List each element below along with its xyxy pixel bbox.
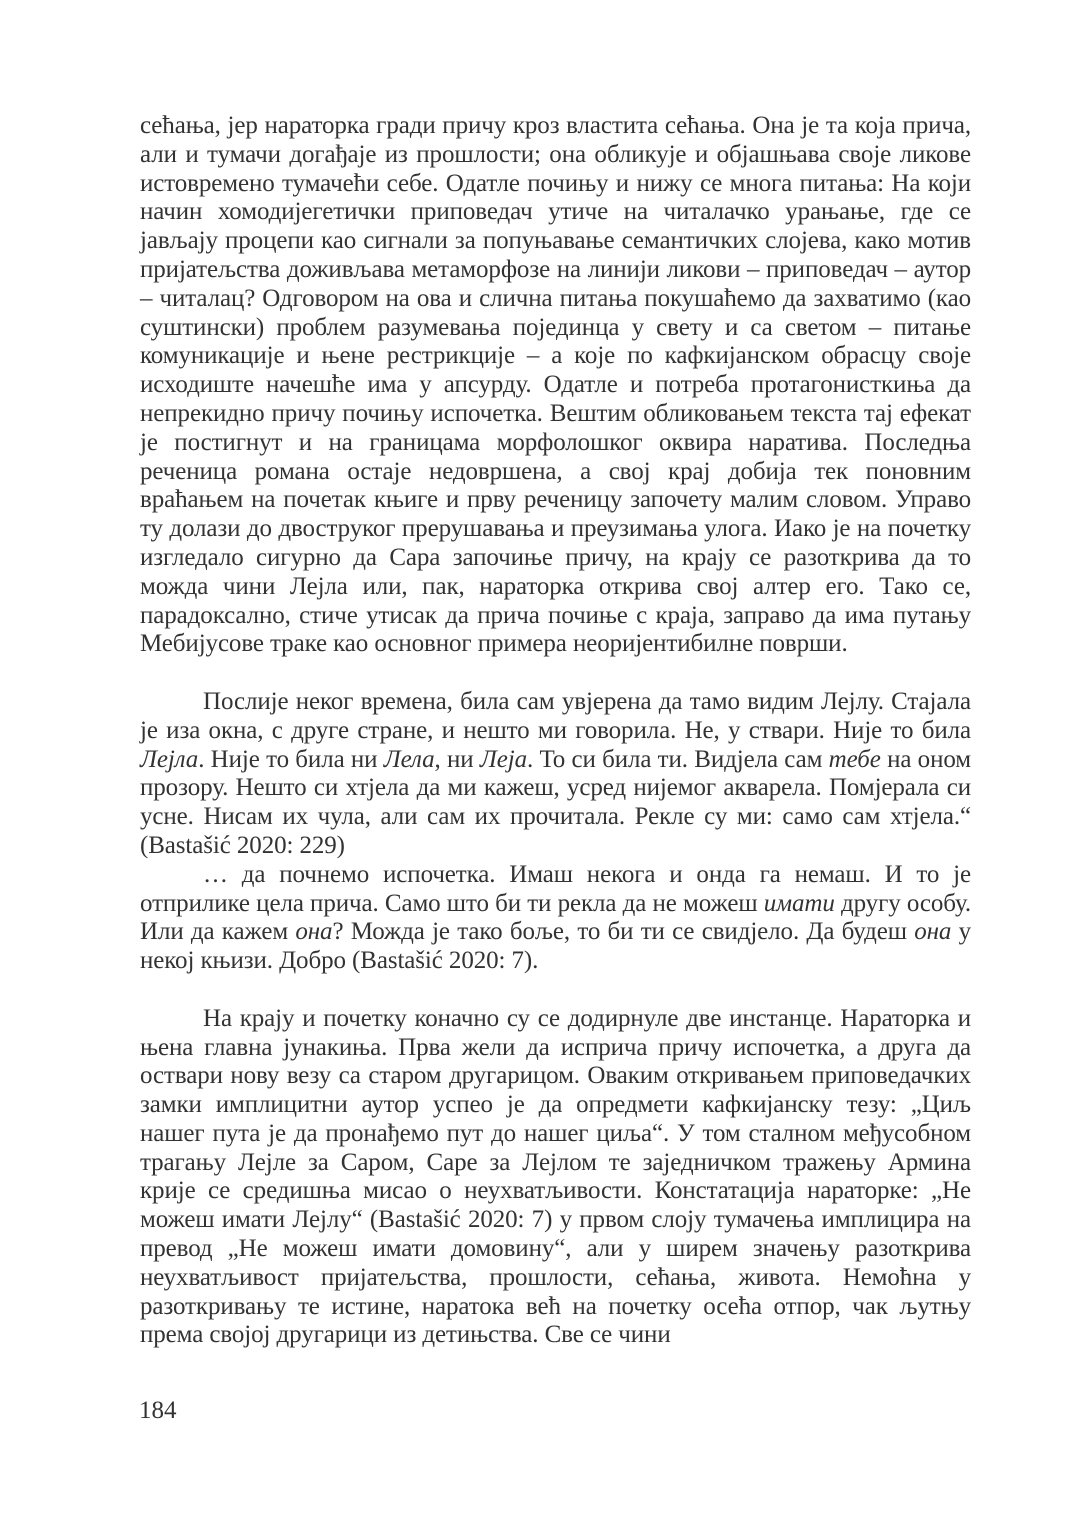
text-segment: . Није то била ни <box>198 745 384 773</box>
text-segment: На крају и почетку коначно су се додирнуле две инстанце. Нараторка и њена главна јунакиња. Прва жели да исприча причу испочетка, а друга да оствари нову везу са старом другарицом. Оваким откривањем приповедачких замки имплицитни аутор успео је да опредмети кафкијанску тезу: „Циљ нашег пута је да пронађемо пут до нашег циља“. У том сталном међусобном трагању Лејле за Саром, Саре за Лејлом те заједничком тражењу Армина крије се средишња мисао о неухватљивости. Констатација нараторке: „Не можеш имати Лејлу“ (Bastašić 2020: 7) у првом слоју тумачења имплицира на превод „Не можеш имати домовину“, али у ширем значењу разоткрива неухватљивост пријатељства, прошлости, сећања, живота. Немоћна у разоткривању те истине, наратока већ на почетку осећа отпор, чак љутњу према својој другарици из детињства. Све се чини <box>140 1004 971 1349</box>
text-segment: . То си била ти. Видјела сам <box>526 745 829 773</box>
text-segment-italic: имати <box>763 889 835 917</box>
text-segment-italic: она <box>914 918 952 946</box>
text-segment: ? Можда је тако боље, то би ти се свидјело. Да будеш <box>332 918 915 946</box>
text-segment-italic: тебе <box>828 745 881 773</box>
page-text <box>140 112 971 1350</box>
text-segment: у некој књизи. Добро (Bastašić 2020: 7). <box>140 918 971 975</box>
paragraph-body-2 <box>140 1005 971 1351</box>
paragraph-quote-2 <box>140 861 971 976</box>
text-segment: Послије неког времена, била сам увјерена да тамо видим Лејлу. Стајала је иза окна, с друге стране, и нешто ми говорила. Не, у ствари. Није то била <box>140 687 971 744</box>
text-segment-italic: Лела <box>383 745 435 773</box>
text-segment: … да почнемо испочетка. Имаш некога и онда га немаш. И то је отприлике цела прича. Само што би ти рекла да не можеш <box>140 860 971 917</box>
paragraph-quote-1 <box>140 688 971 861</box>
page-number: 184 <box>139 1397 177 1424</box>
text-segment-italic: она <box>295 918 333 946</box>
text-segment: сећања, јер нараторка гради причу кроз властита сећања. Она је та која прича, али и тумачи догађаје из прошлости; она обликује и објашњава своје ликове истовремено тумачећи себе. Одатле почињу и нижу се многа питања: На који начин хомодијегетички приповедач утиче на читалачко урањање, где се јављају процепи као сигнали за попуњавање семантичких слојева, како мотив пријатељства доживљава метаморфозе на линији ликови – приповедач – аутор – читалац? Одговором на ова и слична питања покушаћемо да захватимо (као суштински) проблем разумевања појединца у свету и са светом – питање комуникације и њене рестрикције – а које по кафкијанском обрасцу своје исходиште начешће има у апсурду. Одатле и потреба протагонисткиња да непрекидно причу почињу испочетка. Вештим обликовањем текста тај ефекат је постигнут и на границама морфолошког оквира наратива. Последња реченица романа остаје недовршена, а свој крај добија тек поновним враћањем на почетак књиге и прву реченицу започету малим словом. Управо ту долази до двоструког прерушавања и преузимања улога. Иако је на почетку изгледало сигурно да Сара започиње причу, на крају се разоткрива да то можда чини Лејла или, пак, нараторка открива свој алтер его. Тако се, парадоксално, стиче утисак да прича почиње с краја, заправо да има путању Мебијусове траке као основног примера неоријентибилне површи. <box>140 112 971 658</box>
text-segment: на оном прозору. Нешто си хтјела да ми кажеш, усред нијемог акварела. Помјерала си усне. Нисам их чула, али сам их прочитала. Рекле су ми: само сам хтјела.“ (Bastašić 2020: 229) <box>140 745 971 859</box>
text-segment-italic: Лејла <box>140 745 199 773</box>
text-segment: , ни <box>434 745 480 773</box>
paragraph-body-1 <box>140 112 971 659</box>
text-segment: другу особу. Или да кажем <box>140 889 971 946</box>
text-segment-italic: Леја <box>479 745 527 773</box>
